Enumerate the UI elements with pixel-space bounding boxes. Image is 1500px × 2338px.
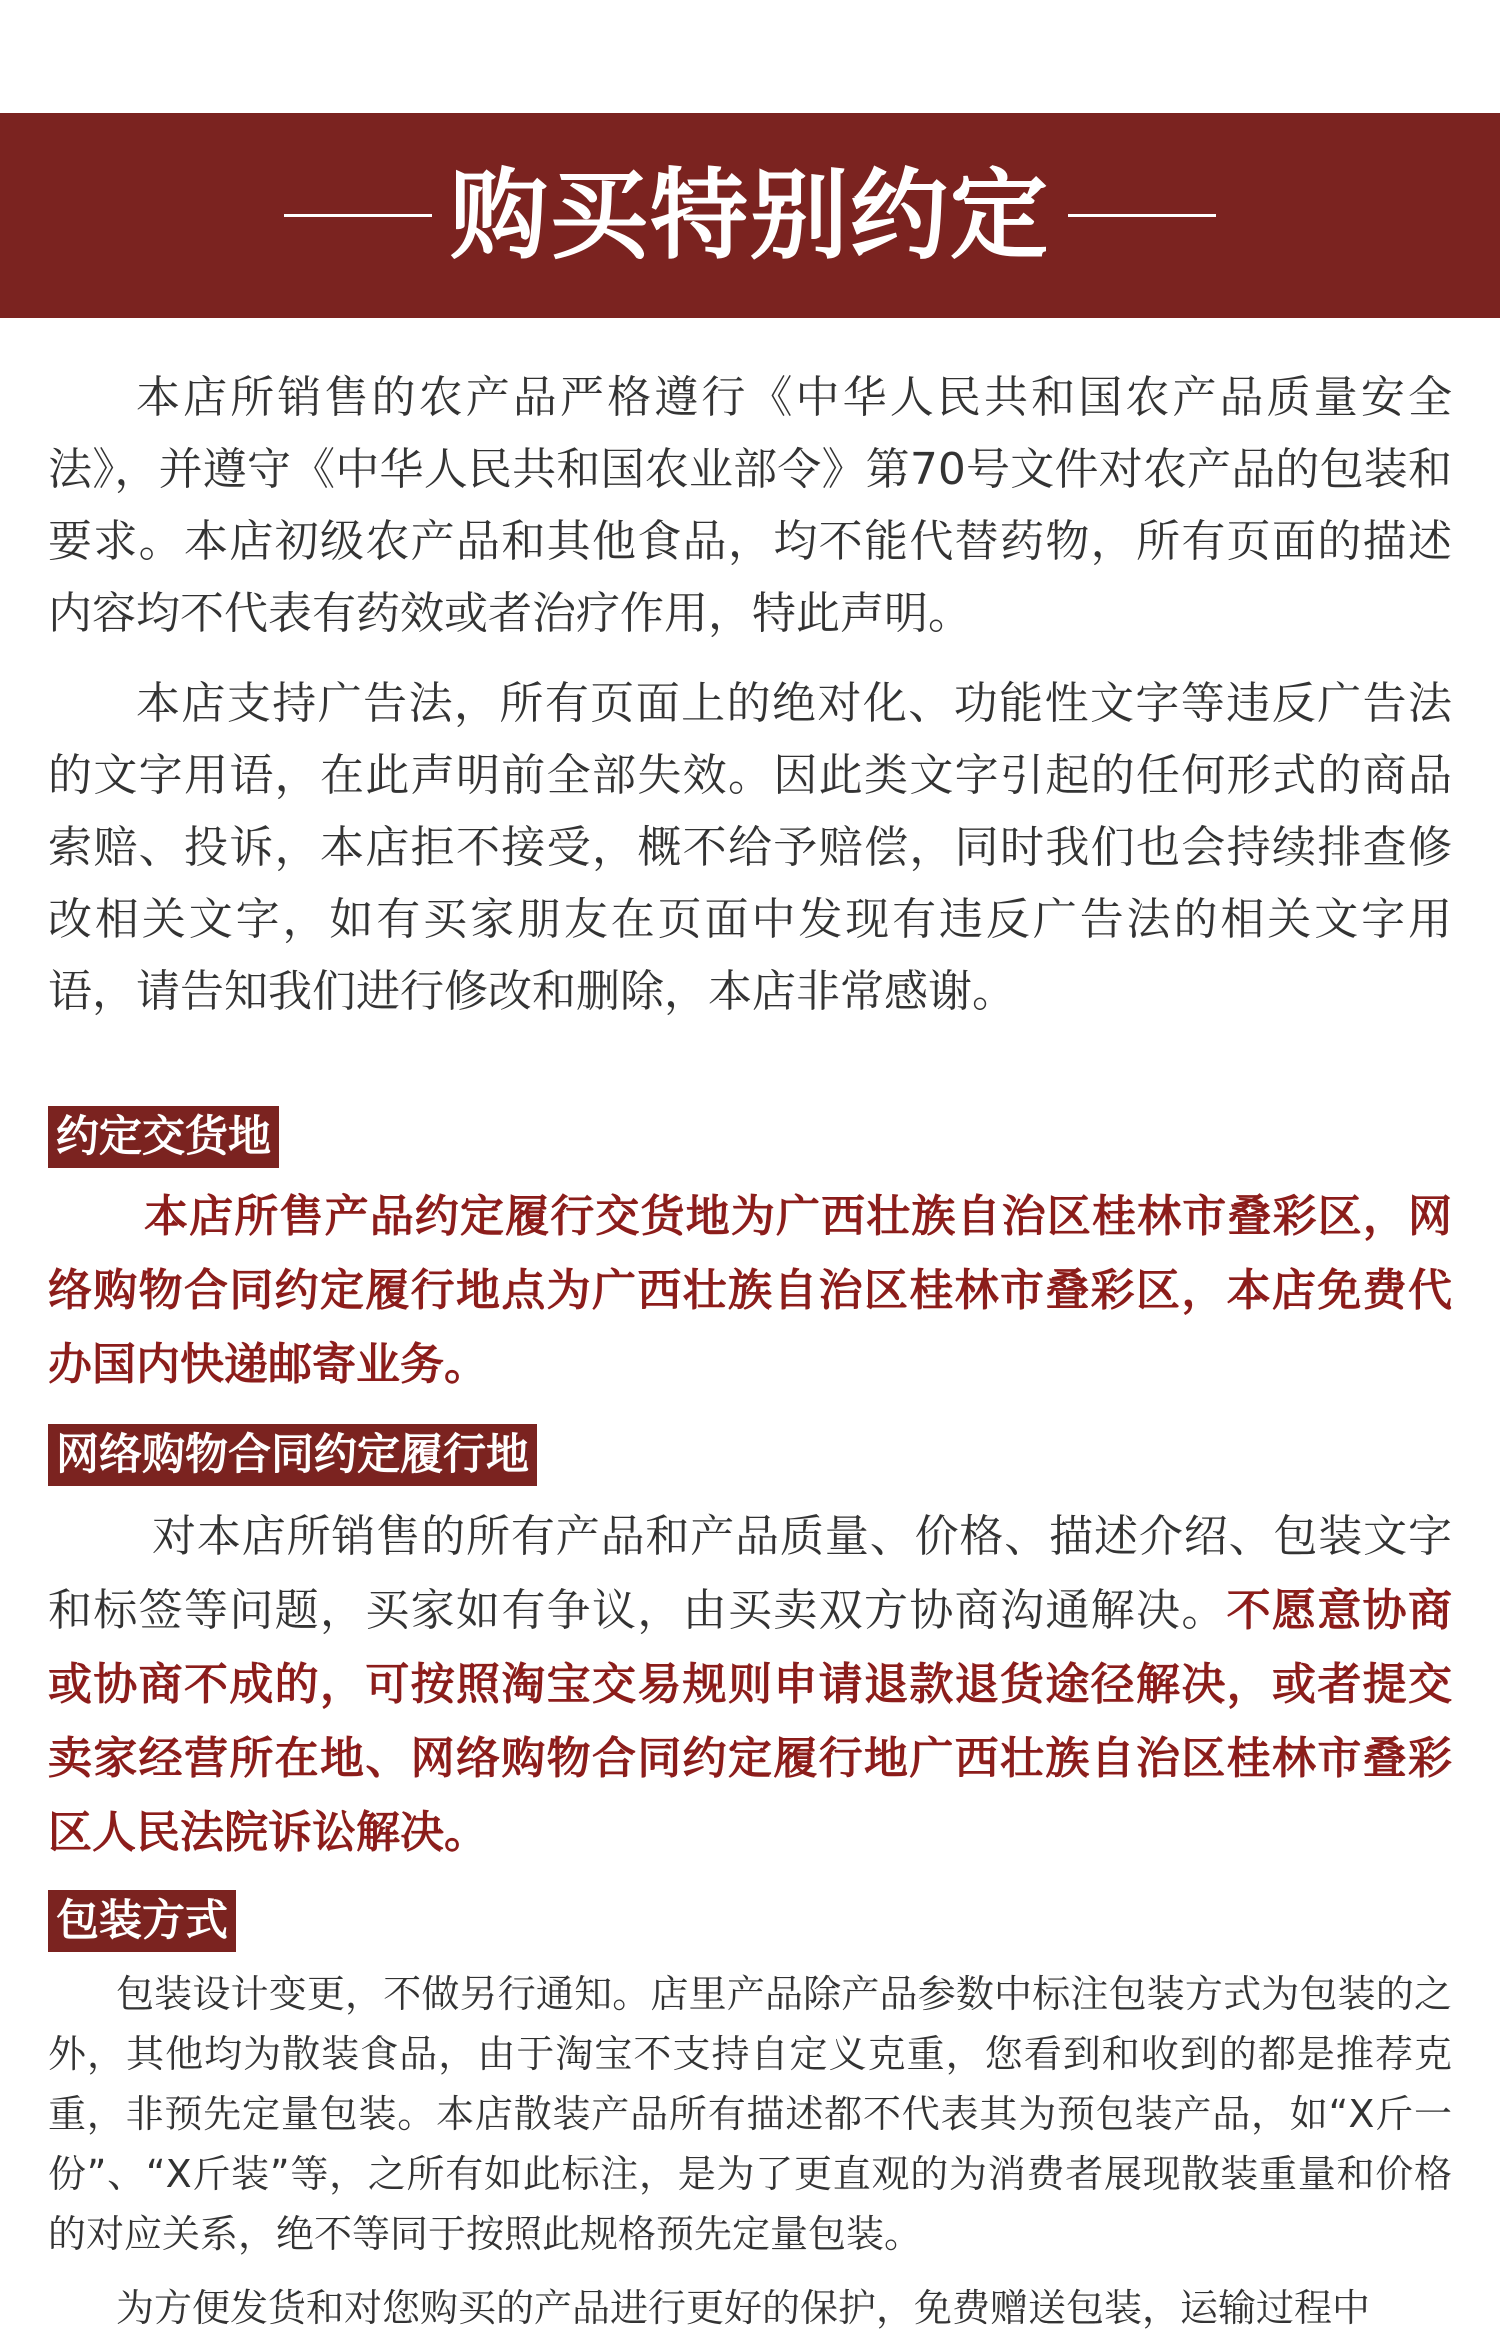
contract-paragraph bbox=[48, 1500, 1452, 1870]
title-banner bbox=[0, 113, 1500, 318]
agreement-content bbox=[48, 362, 1452, 2338]
delivery-paragraph: 本店所售产品约定履行交货地为广西壮族自治区桂林市叠彩区，网络购物合同约定履行地点为广西壮族自治区桂林市叠彩区，本店免费代办国内快递邮寄业务。 bbox=[48, 1191, 1452, 1390]
title-rule-right bbox=[1068, 214, 1216, 217]
intro-paragraph-1: 本店所销售的农产品严格遵行《中华人民共和国农产品质量安全法》，并遵守《中华人民共和国农业部令》第70号文件对农产品的包装和要求。本店初级农产品和其他食品，均不能代替药物，所有页面的描述内容均不代表有药效或者治疗作用，特此声明。 bbox=[48, 372, 1452, 639]
intro-paragraph-2: 本店支持广告法，所有页面上的绝对化、功能性文字等违反广告法的文字用语，在此声明前全部失效。因此类文字引起的任何形式的商品索赔、投诉，本店拒不接受，概不给予赔偿，同时我们也会持续排查修改相关文字，如有买家朋友在页面中发现有违反广告法的相关文字用语，请告知我们进行修改和删除，本店非常感谢。 bbox=[48, 678, 1452, 1017]
section-tag-contract: 网络购物合同约定履行地 bbox=[48, 1424, 537, 1486]
contract-text-normal: 对本店所销售的所有产品和产品质量、价格、描述介绍、包装文字和标签等问题，买家如有争议，由买卖双方协商沟通解决。 bbox=[48, 1511, 1452, 1636]
contract-text-emphasis: 不愿意协商或协商不成的，可按照淘宝交易规则申请退款退货途径解决，或者提交卖家经营所在地、网络购物合同约定履行地广西壮族自治区桂林市叠彩区人民法院诉讼解决。 bbox=[48, 1585, 1453, 1858]
packaging-paragraph-cut: 为方便发货和对您购买的产品进行更好的保护，免费赠送包装，运输过程中 bbox=[116, 2286, 1371, 2330]
page-title: 购买特别约定 bbox=[449, 158, 1050, 273]
section-tag-packaging: 包装方式 bbox=[48, 1890, 236, 1952]
packaging-paragraph: 包装设计变更，不做另行通知。店里产品除产品参数中标注包装方式为包装的之外，其他均为散装食品，由于淘宝不支持自定义克重，您看到和收到的都是推荐克重，非预先定量包装。本店散装产品所有描述都不代表其为预包装产品，如“X斤一份”、“X斤装”等，之所有如此标注，是为了更直观的为消费者展现散装重量和价格的对应关系，绝不等同于按照此规格预先定量包装。 bbox=[48, 1972, 1452, 2256]
title-rule-left bbox=[284, 214, 432, 217]
section-tag-delivery: 约定交货地 bbox=[48, 1106, 279, 1168]
